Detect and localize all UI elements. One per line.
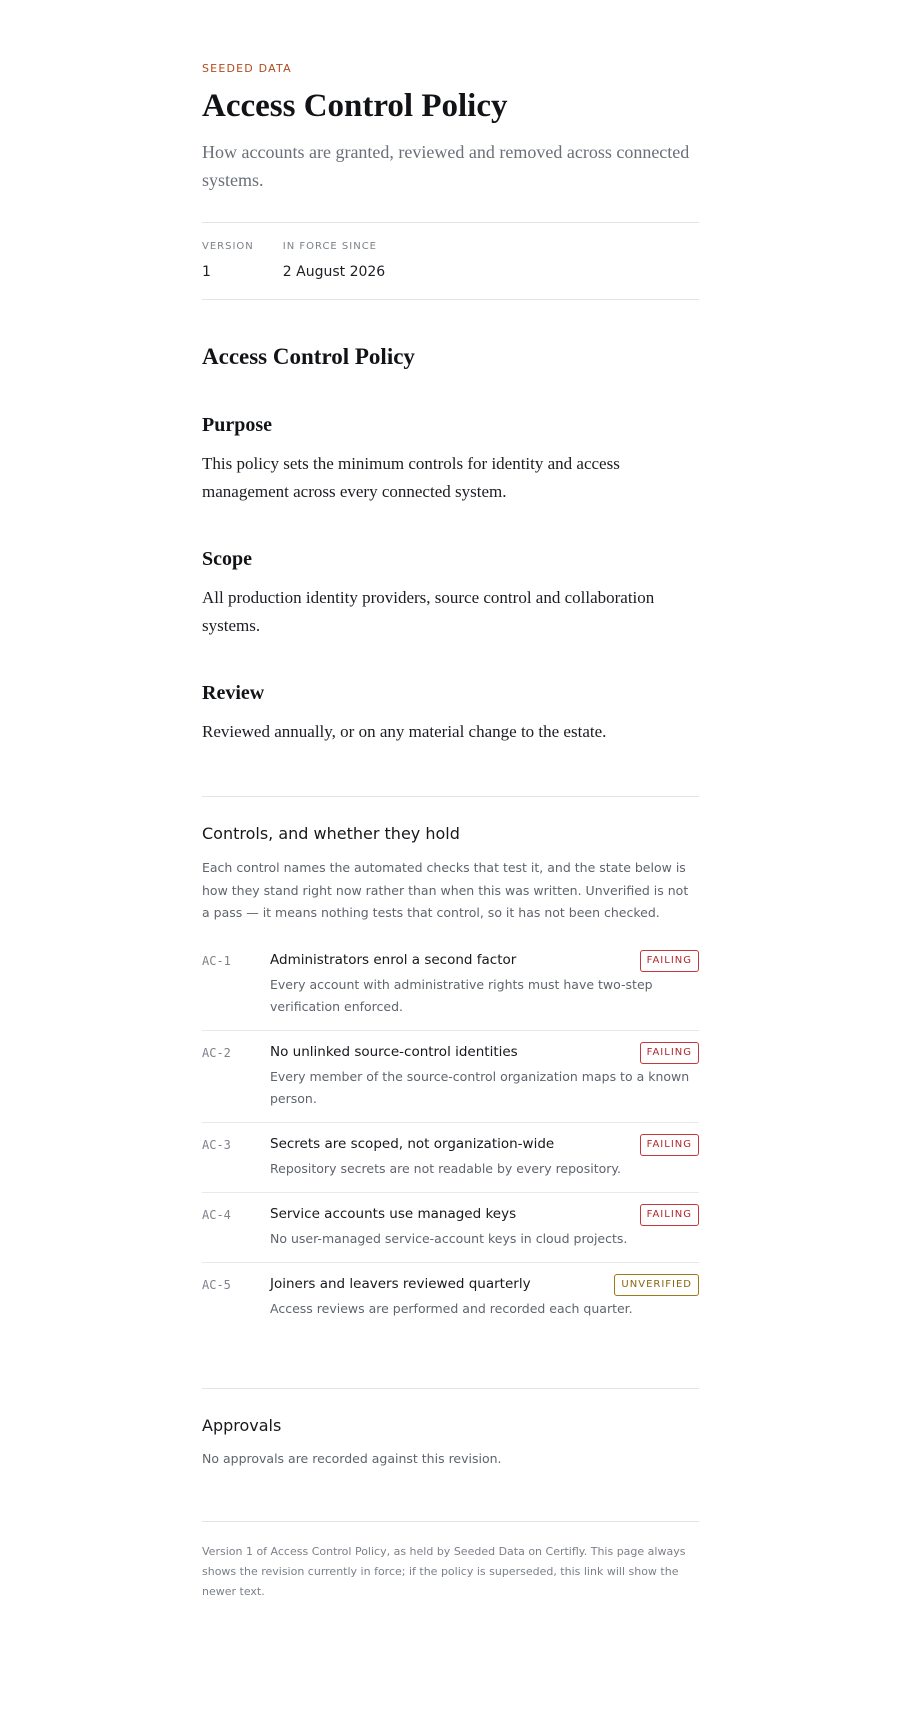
- in-force-value: 2 August 2026: [282, 264, 386, 280]
- section-divider: [202, 796, 699, 797]
- page-title: Access Control Policy: [202, 88, 508, 124]
- control-content: [270, 949, 699, 1018]
- section-body: This policy sets the minimum controls for identity and access management across every connected system.: [202, 454, 620, 501]
- control-name: Service accounts use managed keys: [270, 1205, 517, 1222]
- control-name: No unlinked source-control identities: [270, 1043, 518, 1060]
- control-description: No user-managed service-account keys in cloud projects.: [270, 1230, 628, 1246]
- control-name: Administrators enrol a second factor: [270, 951, 517, 968]
- version-meta: [202, 241, 254, 281]
- control-header: [270, 949, 699, 972]
- control-name: Secrets are scoped, not organization-wide: [270, 1135, 555, 1152]
- version-label: VERSION: [202, 241, 254, 252]
- section-heading: Review: [202, 682, 265, 704]
- control-id: AC-2: [202, 1045, 231, 1060]
- section-heading: Scope: [202, 548, 252, 570]
- control-id: AC-3: [202, 1137, 231, 1152]
- control-header: [270, 1133, 699, 1156]
- controls-intro: Each control names the automated checks that test it, and the state below is how they stand right now rather than when this was written. Unverified is not a pass — it means nothing tests that control, so it has not been checked.: [202, 860, 689, 920]
- control-row-ac-3: [202, 1123, 699, 1193]
- policy-page: [202, 0, 699, 1602]
- page-subtitle: How accounts are granted, reviewed and removed across connected systems.: [202, 142, 690, 190]
- section-purpose: [202, 412, 699, 506]
- policy-meta: [202, 222, 699, 300]
- page-footer: [202, 1521, 699, 1602]
- control-header: [270, 1041, 699, 1064]
- control-content: [270, 1041, 699, 1110]
- in-force-label: IN FORCE SINCE: [282, 241, 378, 252]
- status-badge: FAILING: [640, 1042, 699, 1064]
- control-row-ac-5: [202, 1263, 699, 1332]
- status-badge: FAILING: [640, 950, 699, 972]
- status-badge: FAILING: [640, 1204, 699, 1226]
- control-description: Every member of the source-control organization maps to a known person.: [270, 1068, 690, 1106]
- section-divider: [202, 1521, 699, 1522]
- version-value: 1: [202, 264, 211, 280]
- section-heading: Purpose: [202, 414, 272, 436]
- control-id: AC-4: [202, 1207, 231, 1222]
- control-content: [270, 1133, 699, 1180]
- control-header: [270, 1203, 699, 1226]
- approvals-section: [202, 1388, 699, 1469]
- section-body: Reviewed annually, or on any material change to the estate.: [202, 722, 607, 741]
- control-description: Repository secrets are not readable by every repository.: [270, 1160, 621, 1176]
- control-header: [270, 1273, 699, 1296]
- approvals-heading: Approvals: [202, 1415, 282, 1435]
- control-row-ac-2: [202, 1031, 699, 1123]
- approvals-text: No approvals are recorded against this revision.: [202, 1450, 502, 1466]
- controls-heading: Controls, and whether they hold: [202, 824, 460, 843]
- controls-list: [202, 939, 699, 1332]
- control-id: AC-1: [202, 953, 231, 968]
- section-divider: [202, 1388, 699, 1389]
- section-scope: [202, 546, 699, 640]
- control-content: [270, 1203, 699, 1250]
- in-force-meta: [283, 241, 385, 281]
- control-id: AC-5: [202, 1277, 231, 1292]
- section-body: All production identity providers, source control and collaboration systems.: [202, 588, 655, 635]
- status-badge: FAILING: [640, 1134, 699, 1156]
- footer-text: Version 1 of Access Control Policy, as held by Seeded Data on Certifly. This page always shows the revision currently in force; if the policy is superseded, this link will show the newer text.: [202, 1544, 686, 1598]
- control-content: [270, 1273, 699, 1320]
- control-name: Joiners and leavers reviewed quarterly: [270, 1275, 531, 1292]
- section-review: [202, 680, 699, 746]
- controls-section: [202, 796, 699, 1332]
- control-row-ac-4: [202, 1193, 699, 1263]
- control-description: Every account with administrative rights must have two-step verification enforced.: [270, 976, 653, 1014]
- control-row-ac-1: [202, 939, 699, 1031]
- control-description: Access reviews are performed and recorded each quarter.: [270, 1300, 633, 1316]
- document-title: Access Control Policy: [202, 344, 415, 369]
- status-badge: UNVERIFIED: [614, 1274, 699, 1296]
- organization-eyebrow: SEEDED DATA: [202, 62, 292, 75]
